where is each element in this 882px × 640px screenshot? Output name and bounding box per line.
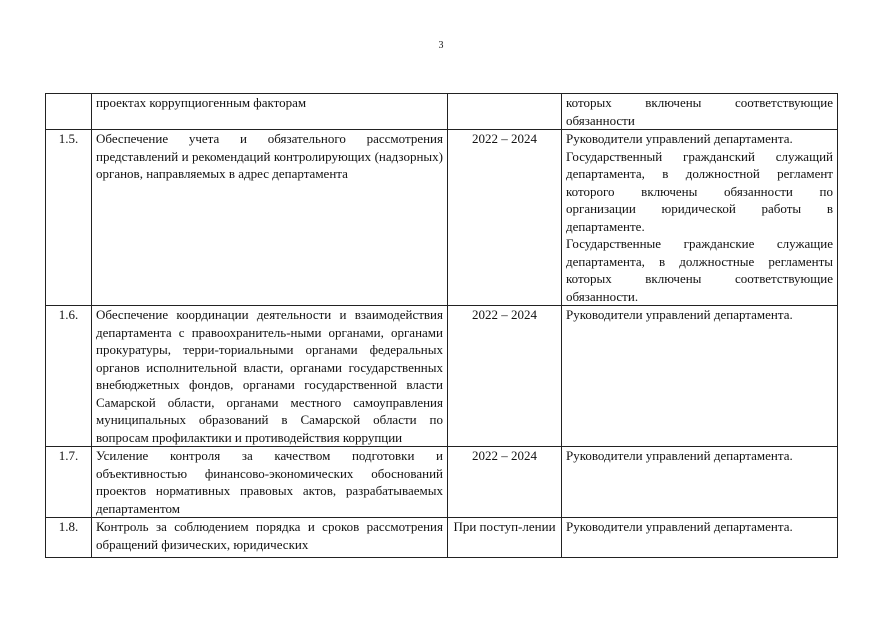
table-row: [46, 518, 838, 558]
responsible-text: которых включены соответствующие обязанности: [566, 95, 833, 128]
responsible-text: Руководители управлений департамента.: [566, 448, 793, 463]
term-text: [448, 94, 562, 130]
table-row: [46, 306, 838, 447]
action-text: Обеспечение учета и обязательного рассмотрения представлений и рекомендаций контролирующих (надзорных) органов, направляемых в адрес департамента: [92, 130, 448, 306]
row-number: [46, 94, 92, 130]
action-plan-table: [45, 93, 838, 558]
action-text: Обеспечение координации деятельности и взаимодействия департамента с правоохранитель-ными органами, органами прокуратуры, терри-ториальными органами федеральных органов исполнительной власти, органами государственных внебюджетных фондов, органами государственной власти Самарской области, органами местного самоуправления муниципальных образований в Самарской области по вопросам профилактики и противодействия коррупции: [92, 306, 448, 447]
responsible-cell: [562, 130, 838, 306]
responsible-text: Руководители управлений департамента.: [566, 307, 793, 322]
term-text: При поступ-лении: [448, 518, 562, 558]
row-number: 1.6.: [46, 306, 92, 447]
table-row: [46, 94, 838, 130]
row-number: 1.7.: [46, 447, 92, 518]
responsible-cell: [562, 518, 838, 558]
responsible-cell: [562, 447, 838, 518]
responsible-cell: [562, 306, 838, 447]
term-text: 2022 – 2024: [448, 130, 562, 306]
responsible-text: Руководители управлений департамента.: [566, 519, 793, 534]
action-text: проектах коррупциогенным факторам: [92, 94, 448, 130]
row-number: 1.5.: [46, 130, 92, 306]
table-row: [46, 130, 838, 306]
responsible-text: Государственные гражданские служащие департамента, в должностные регламенты которых включены соответствующие обязанности.: [566, 236, 833, 304]
action-text: Усиление контроля за качеством подготовки и объективностью финансово-экономических обоснований проектов нормативных правовых актов, разрабатываемых департаментом: [92, 447, 448, 518]
page-number: 3: [438, 40, 444, 51]
responsible-text: Руководители управлений департамента.: [566, 131, 793, 146]
term-text: 2022 – 2024: [448, 447, 562, 518]
responsible-text: Государственный гражданский служащий департамента, в должностной регламент которого включены обязанности по организации юридической работы в департаменте.: [566, 148, 833, 234]
table-row: [46, 447, 838, 518]
term-text: 2022 – 2024: [448, 306, 562, 447]
responsible-cell: [562, 94, 838, 130]
row-number: 1.8.: [46, 518, 92, 558]
action-text: Контроль за соблюдением порядка и сроков рассмотрения обращений физических, юридических: [92, 518, 448, 558]
